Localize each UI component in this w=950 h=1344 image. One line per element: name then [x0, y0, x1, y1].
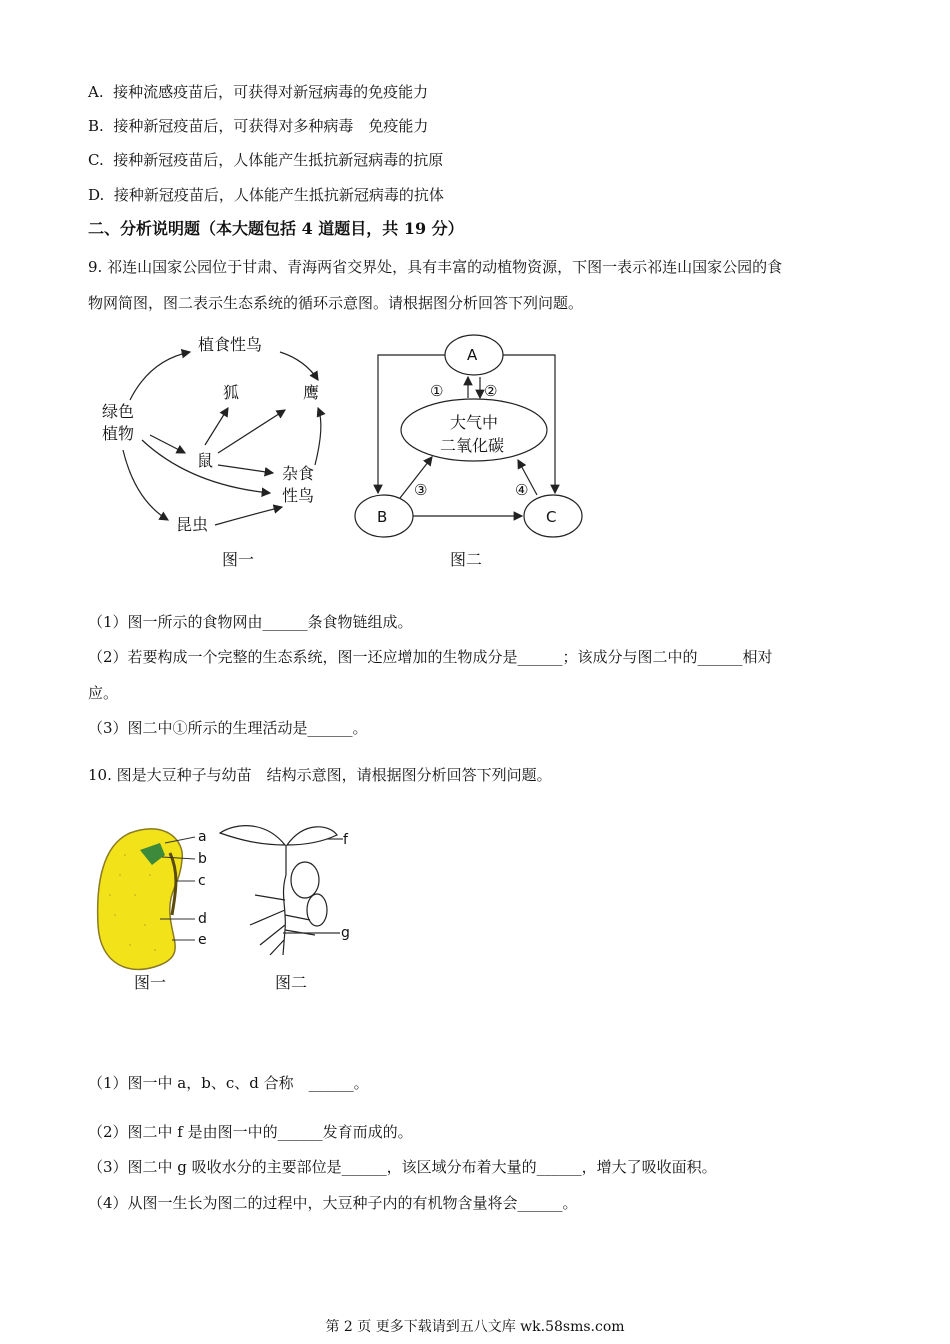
option-b: [88, 116, 428, 136]
node-b-label: B: [377, 508, 388, 526]
node-c-label: C: [546, 508, 557, 526]
arrow-insect-omnibird: [215, 507, 282, 525]
option-d: [88, 185, 444, 205]
node-herbivore-bird: 植食性鸟: [198, 335, 263, 354]
seed-label-d: d: [198, 911, 207, 927]
arrow-mouse-eagle: [218, 410, 285, 453]
arrow-mouse-omnibird: [218, 465, 273, 473]
seedling-label-f: f: [343, 832, 348, 848]
food-web-diagram: [90, 325, 350, 585]
seedling-cotyledon: [291, 862, 319, 898]
option-a: [88, 82, 428, 102]
node-plant-line2: 植物: [102, 424, 135, 443]
seed-label-e: e: [198, 932, 207, 948]
marker-1: ①: [430, 382, 444, 400]
q10-sub2: （2）图二中 f 是由图一中的______发育而成的。: [88, 1123, 413, 1141]
arrow-plant-mouse: [150, 435, 185, 453]
option-text: 接种新冠疫苗后，人体能产生抵抗新冠病毒的抗体: [113, 186, 444, 204]
arrow-mouse-fox: [205, 408, 228, 445]
seedling-label-g: g: [341, 925, 350, 941]
node-omnivore-bird-line1: 杂食: [282, 464, 315, 483]
figure-caption: 图一: [134, 973, 167, 992]
arrow-plant-insect: [123, 450, 168, 520]
seedling-cotyledon-2: [307, 894, 327, 926]
node-plant-line1: 绿色: [102, 402, 135, 421]
section-title: 二、分析说明题（本大题包括 4 道题目，共 19 分）: [88, 219, 464, 238]
q10-sub1: （1）图一中 a，b、c、d 合称 ______。: [88, 1074, 369, 1092]
marker-4: ④: [515, 481, 529, 499]
figure-caption: 图二: [275, 973, 308, 992]
co2-label-line1: 大气中: [450, 413, 499, 432]
seedling-leaf-left: [220, 826, 285, 845]
node-eagle: 鹰: [303, 383, 320, 402]
option-label: A.: [88, 83, 104, 101]
marker-2: ②: [484, 382, 498, 400]
seed-label-b: b: [198, 851, 207, 867]
q9-sub2-line2: 应。: [88, 684, 119, 702]
figure-caption: 图二: [450, 550, 483, 569]
carbon-cycle-diagram: [350, 330, 590, 580]
node-omnivore-bird-line2: 性鸟: [282, 486, 315, 505]
option-text: 接种新冠疫苗后，人体能产生抵抗新冠病毒的抗原: [113, 151, 444, 169]
option-label: C.: [88, 151, 104, 169]
seed-label-a: a: [198, 829, 207, 845]
figure-caption: 图一: [222, 550, 255, 569]
arrow-a-to-b: [378, 355, 445, 493]
q10-stem: 10. 图是大豆种子与幼苗 结构示意图，请根据图分析回答下列问题。: [88, 766, 552, 784]
seedling-diagram: [215, 815, 355, 1000]
co2-label-line2: 二氧化碳: [440, 436, 505, 455]
node-fox: 狐: [223, 383, 240, 402]
arrow-a-to-c: [503, 355, 555, 493]
q9-stem-line1: 9. 祁连山国家公园位于甘肃、青海两省交界处，具有丰富的动植物资源，下图一表示祁连山国家公园的食: [88, 258, 783, 276]
node-mouse: 鼠: [197, 451, 214, 470]
option-c: [88, 150, 443, 170]
q10-sub4: （4）从图一生长为图二的过程中，大豆种子内的有机物含量将会______。: [88, 1194, 578, 1212]
option-text: 接种新冠疫苗后，可获得对多种病毒 免疫能力: [113, 117, 429, 135]
option-text: 接种流感疫苗后，可获得对新冠病毒的免疫能力: [113, 83, 429, 101]
seedling-lateral-roots: [250, 895, 315, 955]
option-label: B.: [88, 117, 104, 135]
bean-seed-diagram: [90, 815, 220, 1000]
q10-sub3: （3）图二中 g 吸收水分的主要部位是______，该区域分布着大量的______，增大了吸收面积。: [88, 1158, 717, 1176]
seed-cotyledon: [98, 829, 183, 970]
arrow-herbbird-eagle: [280, 352, 318, 380]
node-a-label: A: [467, 346, 478, 364]
page-footer: 第 2 页 更多下载请到五八文库 wk.58sms.com: [325, 1319, 625, 1335]
q9-sub3: （3）图二中①所示的生理活动是______。: [88, 719, 368, 737]
q9-stem-line2: 物网简图，图二表示生态系统的循环示意图。请根据图分析回答下列问题。: [88, 294, 584, 312]
option-label: D.: [88, 186, 105, 204]
q9-sub2-line1: （2）若要构成一个完整的生态系统，图一还应增加的生物成分是______；该成分与图二中的______相对: [88, 648, 773, 666]
node-insect: 昆虫: [176, 515, 209, 534]
marker-3: ③: [414, 481, 428, 499]
arrow-omnibird-eagle: [315, 408, 321, 465]
arrow-plant-herbbird: [130, 352, 190, 400]
seedling-leaf-right: [287, 827, 337, 845]
q9-sub1: （1）图一所示的食物网由______条食物链组成。: [88, 613, 413, 631]
seed-label-c: c: [198, 873, 206, 889]
